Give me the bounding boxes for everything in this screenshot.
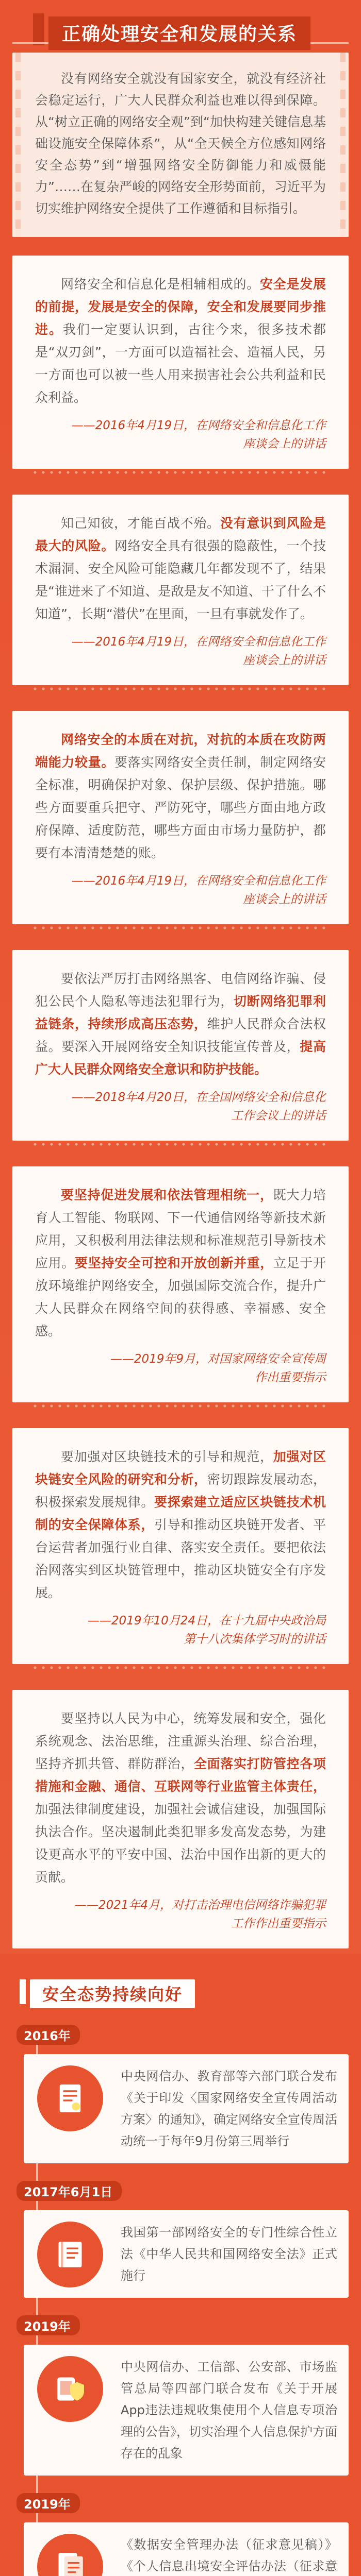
timeline-entry <box>12 2181 349 2298</box>
timeline-card <box>24 2210 349 2298</box>
quote-text <box>35 273 326 409</box>
quote-segment: 维护人民群众合法权益。要深入开展网络安全知识技能宣传普及， <box>35 1016 326 1054</box>
quote-segment: 要依法严厉打击网络黑客、电信网络诈骗、侵犯公民个人隐私等违法犯罪行为， <box>35 971 326 1009</box>
timeline-date: 2019年 <box>17 2493 80 2513</box>
quote-segment: 我们一定要认识到，古往今来，很多技术都是“双刃剑”，一方面可以造福社会、造福人民，另一方面也可以被一些人用来损害社会公共利益和民众利益。 <box>35 322 326 405</box>
timeline-date: 2016年 <box>17 2025 80 2045</box>
quote-highlight: 没有意识到风险是最大的风险。 <box>35 516 326 553</box>
quote-segment: 网络安全具有很强的隐蔽性，一个技术漏洞、安全风险可能隐藏几年都发现不了，结果是“谁进来了不知道、是敌是友不知道、干了什么不知道”，长期“潜伏”在里面，一旦有事就发作了。 <box>35 538 326 621</box>
quote-segment: 要坚持以人民为中心，统筹发展和安全，强化系统观念、法治思维，注重源头治理、综合治理，坚持齐抓共管、群防群治， <box>35 1711 326 1771</box>
quote-source-line: 工作作出重要指示 <box>231 1917 326 1930</box>
section-security-trend <box>0 1954 361 2576</box>
quote-segment: 加强法律制度建设，加强社会诚信建设，加强国际执法合作。坚决遏制此类犯罪多发高发态势，为建设更高水平的平安中国、法治中国作出新的更大的贡献。 <box>35 1802 326 1885</box>
timeline-card <box>24 2054 349 2163</box>
section2-title: 安全态势持续向好 <box>30 1979 195 2008</box>
quote-segment: 要加强对区块链技术的引导和规范， <box>61 1449 273 1464</box>
quote-source <box>35 1350 326 1387</box>
quote-source-line: 作出重要指示 <box>255 1371 326 1384</box>
quote-segment: 网络安全和信息化是相辅相成的。 <box>61 277 260 292</box>
law-book-icon <box>37 2222 103 2287</box>
dotted-divider <box>31 1402 330 1410</box>
quote-text <box>35 1446 326 1604</box>
timeline-entry <box>12 2493 349 2576</box>
title-mark-decoration <box>20 1979 26 2004</box>
dotted-divider <box>31 924 330 931</box>
quote-segment: 要落实网络安全责任制，制定网络安全标准，明确保护对象、保护层级、保护措施。哪些方面要重兵把守、严防死守，哪些方面由地方政府保障、适度防范，哪些方面由市场力量防护，都要有本清清楚楚的账。 <box>35 755 326 860</box>
quote-text <box>35 512 326 625</box>
quote-highlight: 提高广大人民群众网络安全意识和防护技能。 <box>35 1039 326 1077</box>
dotted-divider <box>31 469 330 476</box>
quote-source-line: ——2016年4月19日，在网络安全和信息化工作 <box>71 419 326 432</box>
quote-highlight: 要探索建立适应区块链技术机制的安全保障体系， <box>35 1495 326 1532</box>
timeline-text: 中央网信办、工信部、公安部、市场监管总局等四部门联合发布《关于开展App违法违规收集使用个人信息专项治理的公告》，切实治理个人信息保护方面存在的乱象 <box>121 2360 337 2461</box>
quote-highlight: 全面落实打防管控各项措施和金融、通信、互联网等行业监管主体责任， <box>35 1756 326 1794</box>
timeline-date: 2017年6月1日 <box>17 2181 122 2201</box>
quote-source <box>35 1896 326 1933</box>
strip-decoration-left <box>15 53 21 237</box>
quote-text <box>35 1707 326 1889</box>
quote-source-line: ——2019年9月，对国家网络安全宣传周 <box>110 1352 326 1366</box>
quote-text <box>35 1184 326 1343</box>
quote-source-line: 第十八次集体学习时的讲话 <box>184 1633 326 1646</box>
strip-decoration-right <box>340 53 346 237</box>
section-title: 正确处理安全和发展的关系 <box>48 16 310 50</box>
timeline-text: 《数据安全管理办法（征求意见稿）》《个人信息出境安全评估办法（征求意 <box>121 2537 337 2573</box>
quote-card <box>12 1428 349 1664</box>
quote-segment: 知己知彼，才能百战不殆。 <box>61 516 220 531</box>
quote-highlight: 要坚持安全可控和开放创新并重， <box>75 1256 273 1270</box>
quote-highlight: 网络安全的本质在对抗，对抗的本质在攻防两端能力较量。 <box>35 732 326 770</box>
quote-card <box>12 1166 349 1402</box>
quote-source <box>35 1088 326 1125</box>
quote-segment: 密切跟踪发展动态，积极探索发展规律。 <box>35 1472 326 1510</box>
title-flag-decoration <box>33 13 44 45</box>
quote-highlight: 安全是发展的前提，发展是安全的保障，安全和发展要同步推进。 <box>35 277 326 337</box>
timeline-entry <box>12 2025 349 2163</box>
quote-source <box>35 633 326 670</box>
quote-card <box>12 256 349 469</box>
quote-segment: 引导和推动区块链开发者、平台运营者加强行业自律、落实安全责任。要把依法治网落实到区块链管理中，推动区块链安全有序发展。 <box>35 1517 326 1600</box>
dotted-divider <box>31 1141 330 1148</box>
timeline-date: 2019年 <box>17 2315 80 2335</box>
quote-source-line: 座谈会上的讲话 <box>243 437 326 451</box>
section2-header <box>12 1977 349 2006</box>
quote-source-line: ——2019年10月24日，在十九届中央政治局 <box>87 1614 326 1628</box>
quote-source-line: 工作会议上的讲话 <box>231 1109 326 1123</box>
quote-source-line: ——2016年4月19日，在网络安全和信息化工作 <box>71 874 326 888</box>
quote-source <box>35 1612 326 1649</box>
quote-text <box>35 968 326 1081</box>
quote-highlight: 加强对区块链安全风险的研究和分析， <box>35 1449 326 1487</box>
data-doc-icon <box>37 2534 103 2576</box>
quote-segment: 立足于开放环境维护网络安全，加强国际交流合作，提升广大人民群众在网络空间的获得感、幸福感、安全感。 <box>35 1256 326 1338</box>
quote-source <box>35 872 326 909</box>
intro-text: 没有网络安全就没有国家安全，就没有经济社会稳定运行，广大人民群众利益也难以得到保障。从“树立正确的网络安全观”到“加快构建关键信息基础设施安全保障体系”，从“全天候全方位感知网络安全态势”到“增强网络安全防御能力和威慑能力”……在复杂严峻的网络安全形势面前，习近平为切实维护网络安全提供了工作遵循和目标指引。 <box>35 71 326 216</box>
quote-source-line: ——2021年4月，对打击治理电信网络诈骗犯罪 <box>74 1899 326 1912</box>
shield-app-icon <box>37 2356 103 2422</box>
dotted-divider <box>31 1664 330 1671</box>
quote-card <box>12 495 349 685</box>
timeline-text: 中央网信办、教育部等六部门联合发布《关于印发〈国家网络安全宣传周活动方案〉的通知》，确定网络安全宣传周活动统一于每年9月份第三周举行 <box>121 2069 337 2148</box>
timeline-card <box>24 2345 349 2476</box>
quote-source-line: ——2018年4月20日，在全国网络安全和信息化 <box>71 1091 326 1104</box>
quote-text <box>35 728 326 865</box>
dotted-divider <box>31 685 330 692</box>
quote-card <box>12 1690 349 1948</box>
timeline-entry <box>12 2315 349 2476</box>
quote-list <box>12 256 349 1954</box>
quote-card <box>12 950 349 1141</box>
quote-source <box>35 416 326 453</box>
section-title-row <box>12 13 349 45</box>
intro-card <box>12 53 349 237</box>
quote-card <box>12 711 349 924</box>
quote-source-line: ——2016年4月19日，在网络安全和信息化工作 <box>71 635 326 649</box>
document-icon <box>37 2065 103 2131</box>
quote-highlight: 要坚持促进发展和依法管理相统一， <box>61 1188 273 1202</box>
timeline <box>12 2025 349 2576</box>
timeline-text: 我国第一部网络安全的专门性综合性立法《中华人民共和国网络安全法》正式施行 <box>121 2225 337 2283</box>
quote-source-line: 座谈会上的讲话 <box>243 893 326 906</box>
quote-source-line: 座谈会上的讲话 <box>243 654 326 667</box>
quote-segment: 既大力培育人工智能、物联网、下一代通信网络等新技术新应用，又积极利用法律法规和标准规范引导新技术应用。 <box>35 1188 326 1270</box>
quote-highlight: 切断网络犯罪利益链条，持续形成高压态势， <box>35 994 326 1031</box>
timeline-card <box>24 2522 349 2576</box>
